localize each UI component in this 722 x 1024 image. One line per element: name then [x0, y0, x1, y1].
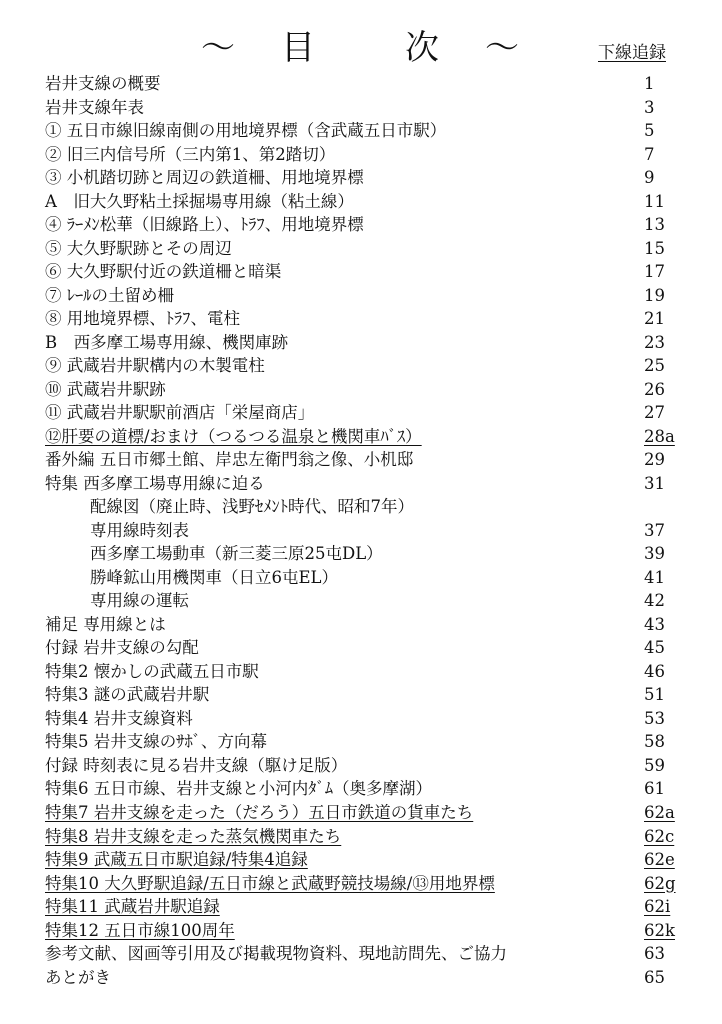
toc-entry-title: A 旧大久野粘土採掘場専用線（粘土線）: [45, 191, 354, 211]
toc-entry-title: 勝峰鉱山用機関車（日立6屯EL）: [90, 567, 338, 587]
toc-entry-page: 53: [644, 708, 665, 728]
toc-entry-page: 9: [644, 168, 655, 188]
toc-entry: [0, 942, 722, 966]
title-char-ji: 次: [405, 28, 441, 68]
toc-entry: [0, 754, 722, 778]
toc-entry-title: 西多摩工場動車（新三菱三原25屯DL）: [90, 544, 383, 564]
toc-entry-page: 41: [644, 567, 665, 587]
toc-entry-title: 岩井支線の概要: [45, 74, 161, 93]
toc-entry-title: ⑫肝要の道標/おまけ（つるつる温泉と機関車ﾊﾞｽ）: [45, 426, 422, 446]
toc-entry-title: 特集5 岩井支線のｻﾎﾞ、方向幕: [45, 732, 267, 752]
toc-entry-title: 特集4 岩井支線資料: [45, 708, 193, 728]
toc-entry-title: 特集2 懐かしの武蔵五日市駅: [45, 661, 259, 681]
toc-entry-title: ⑦ ﾚｰﾙの土留め柵: [45, 285, 174, 305]
toc-entry-title: 補足 専用線とは: [45, 614, 166, 634]
toc-entry: [0, 237, 722, 261]
toc-entry-page: 62g: [644, 873, 676, 893]
toc-entry-page: 63: [644, 944, 665, 964]
toc-entry: [0, 378, 722, 402]
toc-entry-page: 51: [644, 685, 665, 705]
toc-entry: [0, 96, 722, 120]
toc-entry: [0, 284, 722, 308]
toc-entry-page: 21: [644, 309, 665, 329]
toc-entry-page: 62i: [644, 897, 671, 917]
toc-entry: [0, 636, 722, 660]
toc-list: [0, 72, 722, 989]
toc-entry-page: 37: [644, 520, 665, 540]
toc-entry-page: 61: [644, 779, 665, 799]
toc-entry: [0, 425, 722, 449]
toc-entry: [0, 919, 722, 943]
toc-entry-title: 配線図（廃止時、浅野ｾﾒﾝﾄ時代、昭和7年）: [90, 497, 414, 517]
toc-entry: [0, 825, 722, 849]
toc-entry-title: 特集10 大久野駅追録/五日市線と武蔵野競技場線/⑬用地界標: [45, 873, 495, 893]
toc-entry-page: 13: [644, 215, 665, 235]
toc-entry-title: ⑨ 武蔵岩井駅構内の木製電柱: [45, 356, 265, 376]
toc-entry-page: 11: [644, 191, 665, 211]
toc-entry: [0, 777, 722, 801]
toc-entry-title: 付録 岩井支線の勾配: [45, 638, 199, 658]
toc-entry-page: 27: [644, 403, 665, 423]
toc-entry: [0, 683, 722, 707]
toc-entry-title: 専用線時刻表: [90, 520, 189, 540]
toc-entry-title: 特集 西多摩工場専用線に迫る: [45, 473, 265, 493]
toc-entry-title: 特集7 岩井支線を走った（だろう）五日市鉄道の貨車たち: [45, 802, 474, 822]
toc-entry-title: ⑤ 大久野駅跡とその周辺: [45, 238, 232, 258]
toc-entry-page: 62e: [644, 850, 675, 870]
toc-entry: [0, 589, 722, 613]
toc-entry-page: 3: [644, 97, 655, 117]
toc-entry-title: 特集6 五日市線、岩井支線と小河内ﾀﾞﾑ（奥多摩湖）: [45, 779, 432, 799]
toc-entry-title: 参考文献、図画等引用及び掲載現物資料、現地訪問先、ご協力: [45, 944, 507, 964]
toc-entry-page: 42: [644, 591, 665, 611]
toc-entry: [0, 401, 722, 425]
toc-entry-title: B 西多摩工場専用線、機関庫跡: [45, 332, 289, 352]
toc-entry-page: 25: [644, 356, 665, 376]
toc-entry: [0, 495, 722, 519]
underline-addendum-note: 下線追録: [598, 43, 666, 63]
toc-entry-page: 39: [644, 544, 665, 564]
toc-entry: [0, 448, 722, 472]
title-char-moku: 目: [281, 28, 317, 68]
toc-entry-page: 1: [644, 74, 655, 93]
toc-entry-title: あとがき: [45, 967, 111, 987]
toc-entry-page: 45: [644, 638, 665, 658]
toc-entry: [0, 872, 722, 896]
toc-entry-title: 岩井支線年表: [45, 97, 144, 117]
toc-entry-page: 28a: [644, 426, 675, 446]
toc-entry-title: 専用線の運転: [90, 591, 189, 611]
toc-entry-page: 26: [644, 379, 665, 399]
toc-entry: [0, 542, 722, 566]
toc-entry: [0, 260, 722, 284]
toc-entry-page: 62c: [644, 826, 675, 846]
toc-entry-title: 特集9 武蔵五日市駅追録/特集4追録: [45, 850, 308, 870]
toc-entry-title: ⑩ 武蔵岩井駅跡: [45, 379, 166, 399]
toc-entry: [0, 213, 722, 237]
toc-entry-title: 番外編 五日市郷土館、岸忠左衛門翁之像、小机邸: [45, 450, 414, 470]
title-tilde-right: ～: [485, 28, 521, 68]
toc-entry-page: 7: [644, 144, 655, 164]
toc-entry: [0, 566, 722, 590]
toc-entry-page: 31: [644, 473, 665, 493]
toc-entry-title: ⑧ 用地境界標、ﾄﾗﾌ、電柱: [45, 309, 240, 329]
toc-entry: [0, 613, 722, 637]
toc-entry: [0, 166, 722, 190]
toc-entry: [0, 472, 722, 496]
title-tilde-left: ～: [201, 28, 237, 68]
toc-entry: [0, 895, 722, 919]
toc-entry-page: 65: [644, 967, 665, 987]
toc-entry-title: 特集3 謎の武蔵岩井駅: [45, 685, 210, 705]
toc-entry-page: 23: [644, 332, 665, 352]
toc-entry-page: 5: [644, 121, 655, 141]
toc-entry-title: ④ ﾗｰﾒﾝ松華（旧線路上）、ﾄﾗﾌ、用地境界標: [45, 215, 364, 235]
toc-entry-title: 特集8 岩井支線を走った蒸気機関車たち: [45, 826, 342, 846]
toc-entry: [0, 72, 722, 96]
toc-entry-title: ① 五日市線旧線南側の用地境界標（含武蔵五日市駅）: [45, 121, 447, 141]
toc-entry: [0, 730, 722, 754]
toc-entry-page: 58: [644, 732, 665, 752]
toc-entry-page: 29: [644, 450, 665, 470]
toc-entry: [0, 966, 722, 990]
toc-entry: [0, 354, 722, 378]
toc-entry: [0, 707, 722, 731]
toc-entry-page: 19: [644, 285, 665, 305]
toc-entry-title: 特集12 五日市線100周年: [45, 920, 235, 940]
toc-entry-page: 43: [644, 614, 665, 634]
toc-entry-page: 15: [644, 238, 665, 258]
toc-entry: [0, 519, 722, 543]
toc-entry-page: 17: [644, 262, 665, 282]
toc-entry: [0, 660, 722, 684]
toc-entry: [0, 801, 722, 825]
toc-entry-title: ⑪ 武蔵岩井駅駅前酒店「栄屋商店」: [45, 403, 315, 423]
toc-entry: [0, 848, 722, 872]
toc-entry-title: ⑥ 大久野駅付近の鉄道柵と暗渠: [45, 262, 282, 282]
toc-entry-title: ② 旧三内信号所（三内第1、第2踏切）: [45, 144, 336, 164]
toc-entry-page: 62k: [644, 920, 675, 940]
toc-entry: [0, 143, 722, 167]
toc-entry-title: ③ 小机踏切跡と周辺の鉄道柵、用地境界標: [45, 168, 364, 188]
toc-entry: [0, 119, 722, 143]
toc-entry: [0, 331, 722, 355]
toc-entry-page: 62a: [644, 802, 675, 822]
toc-entry-page: 59: [644, 755, 665, 775]
toc-entry-page: 46: [644, 661, 665, 681]
toc-entry-title: 特集11 武蔵岩井駅追録: [45, 897, 220, 917]
toc-entry-title: 付録 時刻表に見る岩井支線（駆け足版）: [45, 755, 348, 775]
toc-entry: [0, 307, 722, 331]
toc-entry: [0, 190, 722, 214]
